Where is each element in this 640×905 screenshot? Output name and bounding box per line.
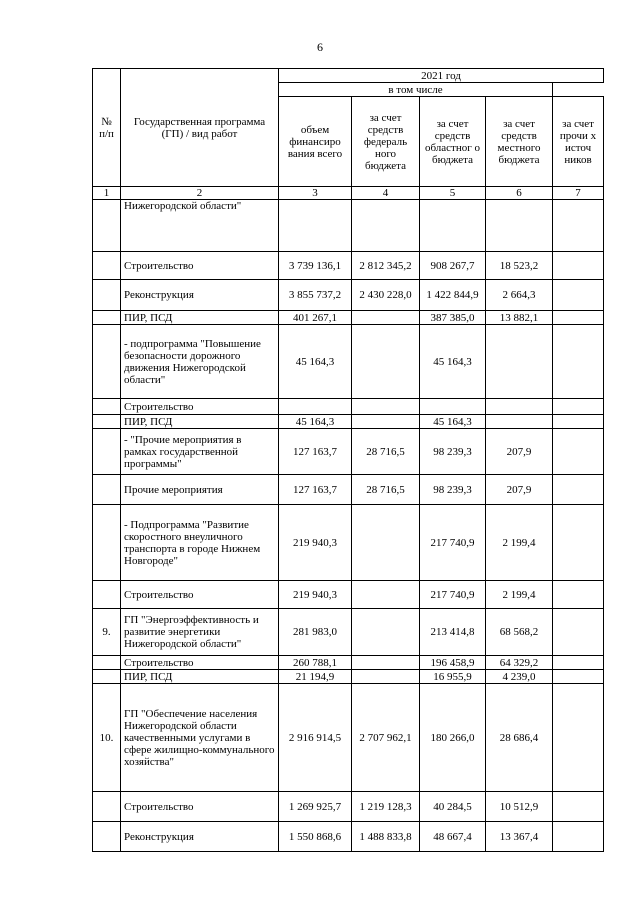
total-cell: 3 739 136,1 xyxy=(279,252,352,280)
local-cell: 18 523,2 xyxy=(486,252,553,280)
row-number-cell xyxy=(93,280,121,311)
regional-cell: 98 239,3 xyxy=(420,475,486,505)
header-num: № п/п xyxy=(93,69,121,187)
other-cell xyxy=(553,684,604,792)
row-number-cell xyxy=(93,200,121,252)
other-cell xyxy=(553,581,604,609)
row-number-cell xyxy=(93,325,121,399)
program-name-cell: - Подпрограмма "Развитие скоростного внеуличного транспорта в городе Нижнем Новгороде" xyxy=(121,505,279,581)
table-row xyxy=(93,200,604,252)
program-name-cell: ГП "Обеспечение населения Нижегородской области качественными услугами в сфере жилищно-коммунального хозяйства" xyxy=(121,684,279,792)
total-cell: 45 164,3 xyxy=(279,325,352,399)
local-cell: 64 329,2 xyxy=(486,656,553,670)
local-cell: 207,9 xyxy=(486,429,553,475)
table-row xyxy=(93,684,604,792)
other-cell xyxy=(553,252,604,280)
federal-cell: 1 488 833,8 xyxy=(352,822,420,852)
regional-cell: 40 284,5 xyxy=(420,792,486,822)
total-cell: 1 550 868,6 xyxy=(279,822,352,852)
local-cell xyxy=(486,325,553,399)
other-cell xyxy=(553,415,604,429)
index-cell: 5 xyxy=(420,187,486,200)
total-cell: 2 916 914,5 xyxy=(279,684,352,792)
total-cell: 127 163,7 xyxy=(279,429,352,475)
row-number-cell xyxy=(93,311,121,325)
other-cell xyxy=(553,399,604,415)
regional-cell: 180 266,0 xyxy=(420,684,486,792)
index-cell: 7 xyxy=(553,187,604,200)
regional-cell: 196 458,9 xyxy=(420,656,486,670)
regional-cell: 908 267,7 xyxy=(420,252,486,280)
header-program: Государственная программа (ГП) / вид работ xyxy=(121,69,279,187)
row-number-cell xyxy=(93,670,121,684)
federal-cell: 28 716,5 xyxy=(352,429,420,475)
index-cell: 2 xyxy=(121,187,279,200)
local-cell xyxy=(486,200,553,252)
regional-cell: 213 414,8 xyxy=(420,609,486,656)
row-number-cell xyxy=(93,252,121,280)
table-row xyxy=(93,429,604,475)
other-cell xyxy=(553,475,604,505)
row-number-cell xyxy=(93,399,121,415)
index-cell: 4 xyxy=(352,187,420,200)
program-name-cell: Реконструкция xyxy=(121,280,279,311)
header-federal: за счет средств федераль ного бюджета xyxy=(352,97,420,187)
other-cell xyxy=(553,200,604,252)
federal-cell: 2 812 345,2 xyxy=(352,252,420,280)
row-number-cell xyxy=(93,581,121,609)
total-cell: 219 940,3 xyxy=(279,581,352,609)
index-cell: 1 xyxy=(93,187,121,200)
header-incl: в том числе xyxy=(279,83,553,97)
local-cell: 2 199,4 xyxy=(486,505,553,581)
federal-cell xyxy=(352,325,420,399)
page-number: 6 xyxy=(317,40,323,54)
federal-cell: 2 707 962,1 xyxy=(352,684,420,792)
row-number-cell xyxy=(93,822,121,852)
index-cell: 3 xyxy=(279,187,352,200)
regional-cell: 16 955,9 xyxy=(420,670,486,684)
regional-cell xyxy=(420,399,486,415)
total-cell: 219 940,3 xyxy=(279,505,352,581)
program-name-cell: Нижегородской области" xyxy=(121,200,279,252)
program-name-cell: ГП "Энергоэффективность и развитие энергетики Нижегородской области" xyxy=(121,609,279,656)
local-cell xyxy=(486,415,553,429)
total-cell xyxy=(279,399,352,415)
local-cell: 13 882,1 xyxy=(486,311,553,325)
program-name-cell: Строительство xyxy=(121,792,279,822)
table-row xyxy=(93,505,604,581)
table-row xyxy=(93,822,604,852)
total-cell: 260 788,1 xyxy=(279,656,352,670)
table-row xyxy=(93,399,604,415)
program-name-cell: ПИР, ПСД xyxy=(121,311,279,325)
header-regional: за счет средств областног о бюджета xyxy=(420,97,486,187)
row-number-cell xyxy=(93,475,121,505)
row-number-cell xyxy=(93,505,121,581)
regional-cell: 98 239,3 xyxy=(420,429,486,475)
row-number-cell xyxy=(93,656,121,670)
local-cell xyxy=(486,399,553,415)
header-other: за счет прочи х источ ников xyxy=(553,97,604,187)
program-name-cell: Строительство xyxy=(121,252,279,280)
table-row xyxy=(93,670,604,684)
header-total: объем финансиро вания всего xyxy=(279,97,352,187)
row-number-cell xyxy=(93,792,121,822)
index-cell: 6 xyxy=(486,187,553,200)
other-cell xyxy=(553,822,604,852)
other-cell xyxy=(553,325,604,399)
local-cell: 4 239,0 xyxy=(486,670,553,684)
header-year: 2021 год xyxy=(279,69,604,83)
federal-cell xyxy=(352,656,420,670)
regional-cell: 1 422 844,9 xyxy=(420,280,486,311)
row-number-cell xyxy=(93,429,121,475)
federal-cell xyxy=(352,399,420,415)
header-local: за счет средств местного бюджета xyxy=(486,97,553,187)
local-cell: 68 568,2 xyxy=(486,609,553,656)
row-number-cell xyxy=(93,415,121,429)
regional-cell xyxy=(420,200,486,252)
federal-cell xyxy=(352,200,420,252)
federal-cell xyxy=(352,505,420,581)
local-cell: 28 686,4 xyxy=(486,684,553,792)
program-name-cell: Реконструкция xyxy=(121,822,279,852)
regional-cell: 217 740,9 xyxy=(420,581,486,609)
total-cell: 1 269 925,7 xyxy=(279,792,352,822)
total-cell: 3 855 737,2 xyxy=(279,280,352,311)
table-row xyxy=(93,609,604,656)
table-row xyxy=(93,475,604,505)
program-name-cell: Прочие мероприятия xyxy=(121,475,279,505)
federal-cell xyxy=(352,311,420,325)
other-cell xyxy=(553,429,604,475)
table-row xyxy=(93,581,604,609)
local-cell: 10 512,9 xyxy=(486,792,553,822)
federal-cell xyxy=(352,415,420,429)
program-name-cell: Строительство xyxy=(121,399,279,415)
program-name-cell: ПИР, ПСД xyxy=(121,670,279,684)
row-number-cell: 10. xyxy=(93,684,121,792)
table-row xyxy=(93,656,604,670)
local-cell: 2 664,3 xyxy=(486,280,553,311)
federal-cell xyxy=(352,609,420,656)
federal-cell: 28 716,5 xyxy=(352,475,420,505)
regional-cell: 217 740,9 xyxy=(420,505,486,581)
local-cell: 2 199,4 xyxy=(486,581,553,609)
total-cell: 281 983,0 xyxy=(279,609,352,656)
other-cell xyxy=(553,311,604,325)
total-cell: 127 163,7 xyxy=(279,475,352,505)
regional-cell: 45 164,3 xyxy=(420,325,486,399)
local-cell: 207,9 xyxy=(486,475,553,505)
other-cell xyxy=(553,609,604,656)
table-row xyxy=(93,311,604,325)
other-cell xyxy=(553,670,604,684)
other-cell xyxy=(553,656,604,670)
other-cell xyxy=(553,792,604,822)
total-cell: 45 164,3 xyxy=(279,415,352,429)
local-cell: 13 367,4 xyxy=(486,822,553,852)
federal-cell: 1 219 128,3 xyxy=(352,792,420,822)
table-row xyxy=(93,280,604,311)
total-cell xyxy=(279,200,352,252)
program-name-cell: - подпрограмма "Повышение безопасности дорожного движения Нижегородской области" xyxy=(121,325,279,399)
regional-cell: 45 164,3 xyxy=(420,415,486,429)
row-number-cell: 9. xyxy=(93,609,121,656)
program-name-cell: ПИР, ПСД xyxy=(121,415,279,429)
table-row xyxy=(93,252,604,280)
federal-cell xyxy=(352,670,420,684)
regional-cell: 387 385,0 xyxy=(420,311,486,325)
table-row xyxy=(93,325,604,399)
program-name-cell: Строительство xyxy=(121,581,279,609)
total-cell: 21 194,9 xyxy=(279,670,352,684)
total-cell: 401 267,1 xyxy=(279,311,352,325)
other-cell xyxy=(553,505,604,581)
program-name-cell: - "Прочие мероприятия в рамках государственной программы" xyxy=(121,429,279,475)
budget-table xyxy=(92,68,604,852)
federal-cell xyxy=(352,581,420,609)
table-row xyxy=(93,792,604,822)
federal-cell: 2 430 228,0 xyxy=(352,280,420,311)
regional-cell: 48 667,4 xyxy=(420,822,486,852)
program-name-cell: Строительство xyxy=(121,656,279,670)
other-cell xyxy=(553,280,604,311)
table-row xyxy=(93,415,604,429)
